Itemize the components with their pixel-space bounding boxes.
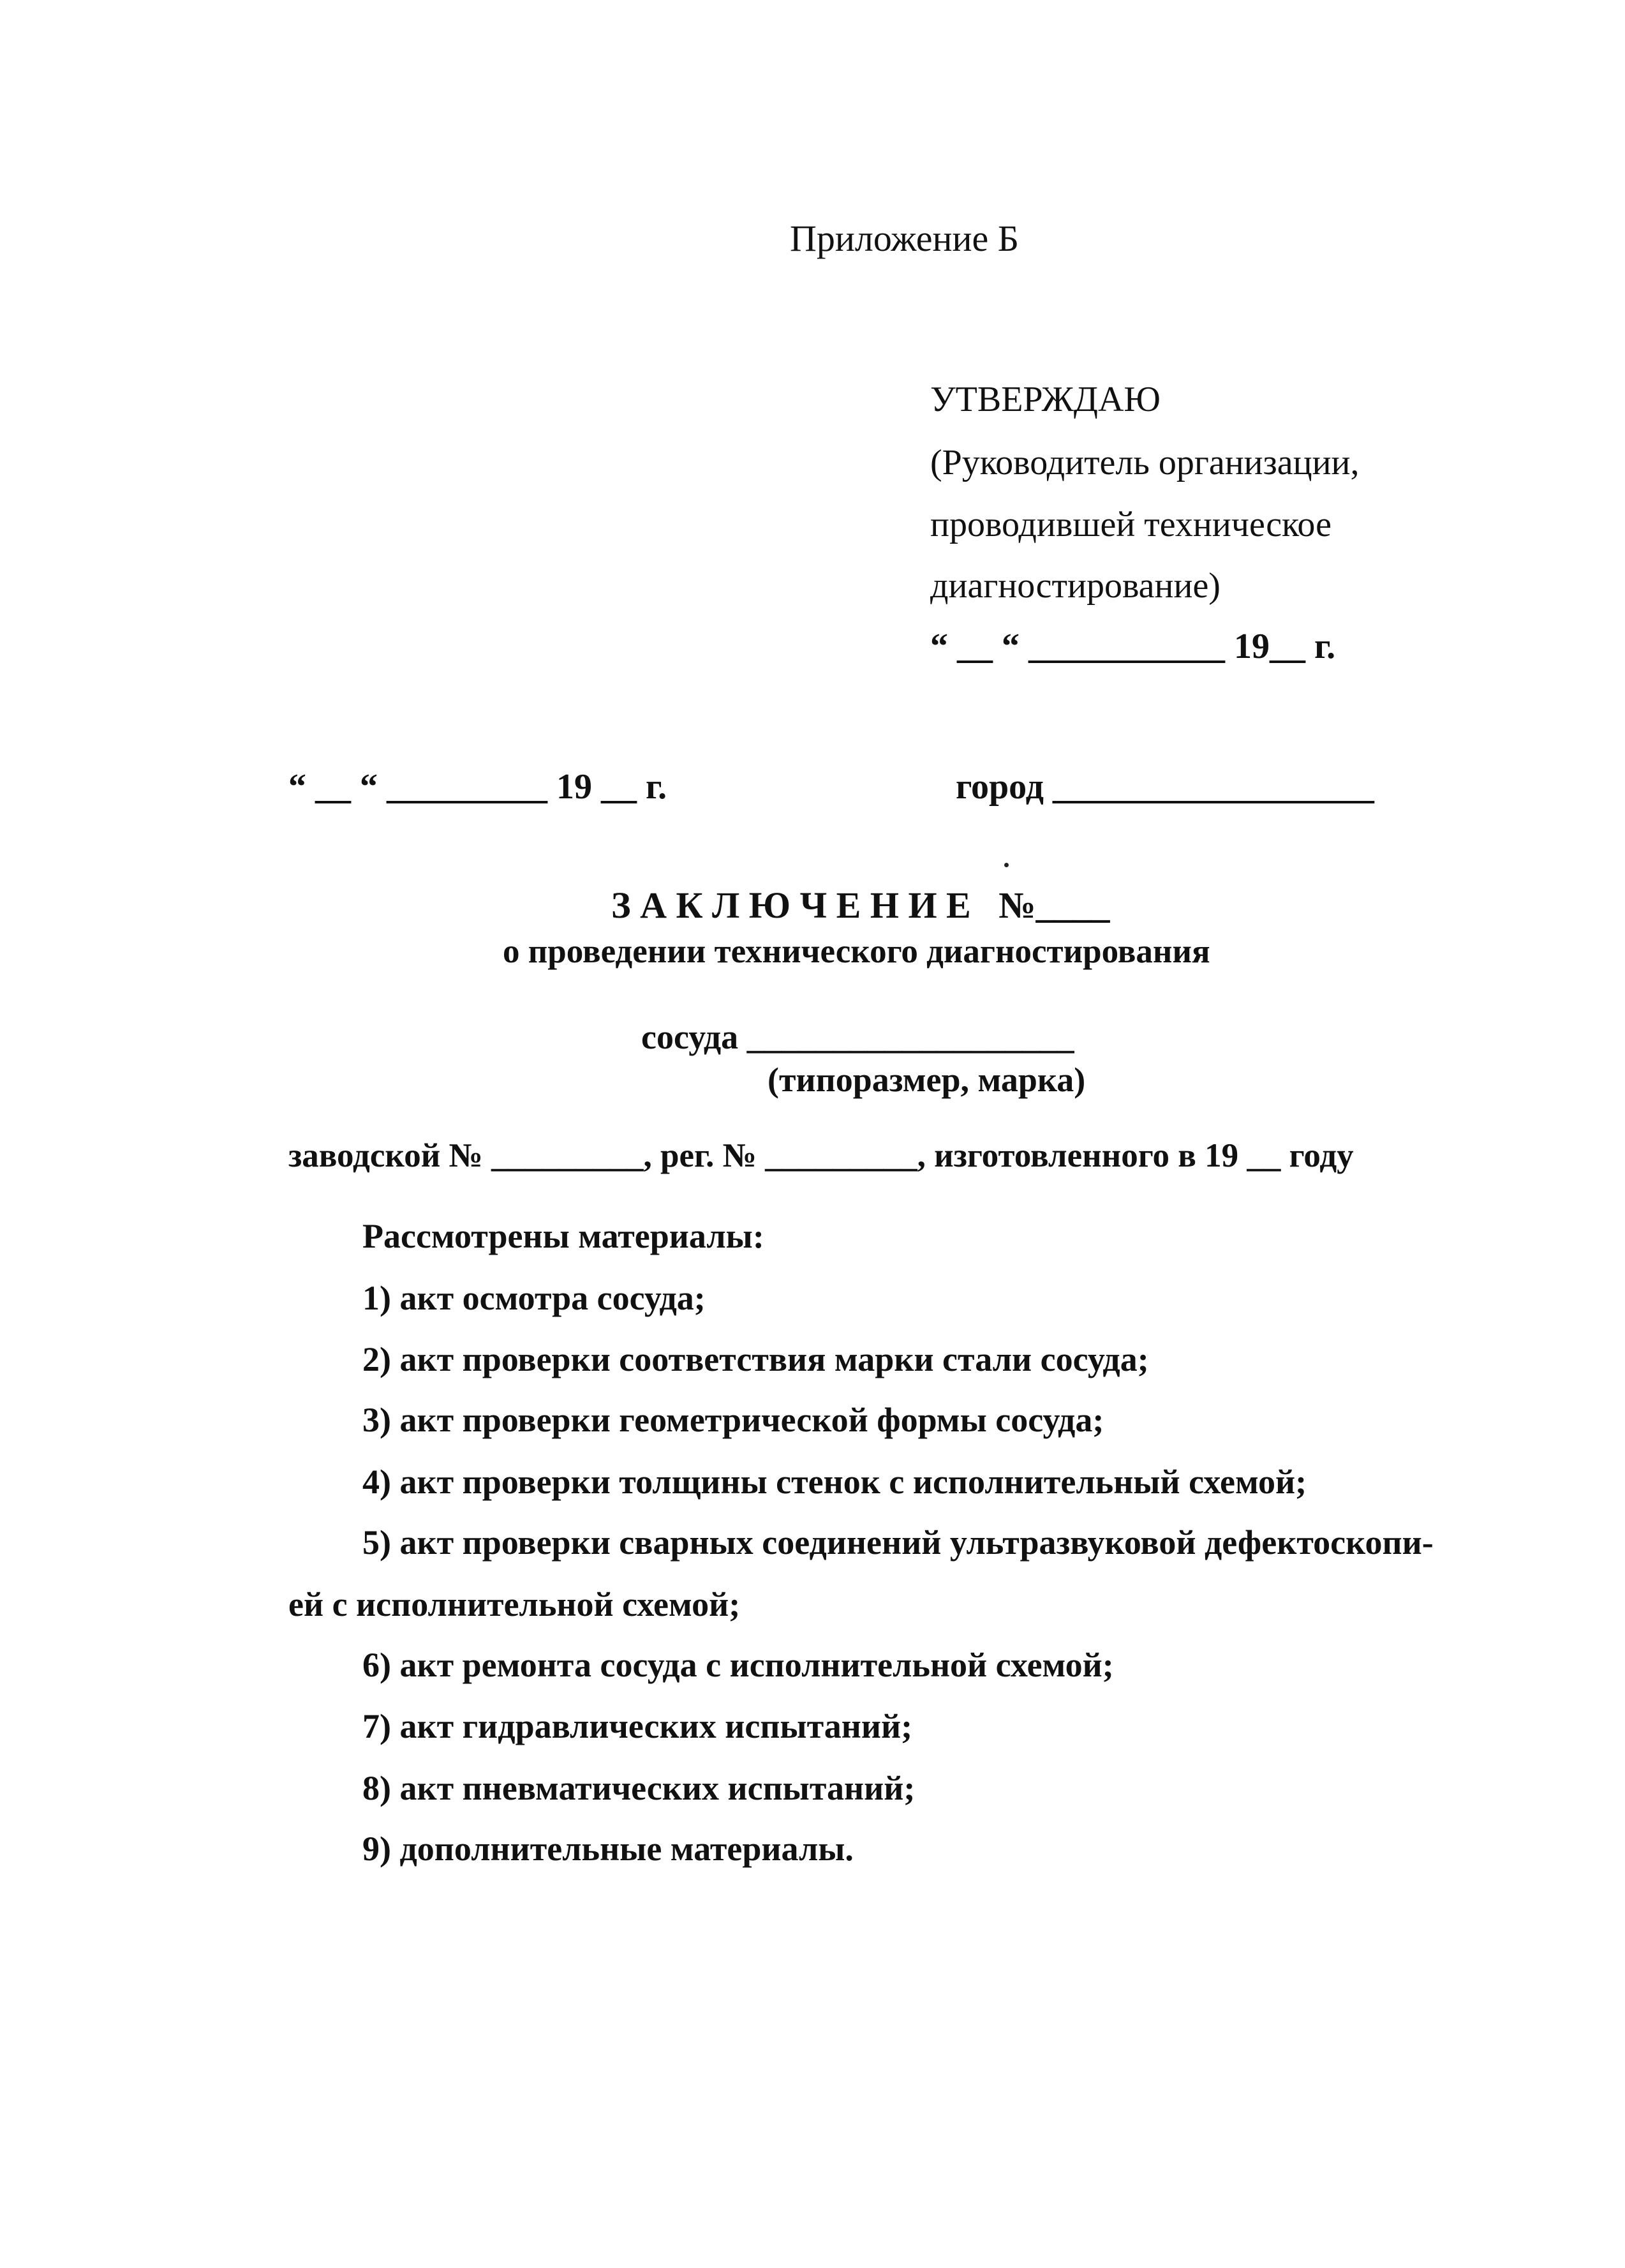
approval-line-2: проводившей техническое	[930, 505, 1332, 544]
scan-speck	[1004, 863, 1009, 867]
material-item-4: 4) акт проверки толщины стенок с исполнительный схемой;	[362, 1463, 1307, 1501]
material-item-9: 9) дополнительные материалы.	[362, 1830, 854, 1868]
material-item-5: 5) акт проверки сварных соединений ультразвуковой дефектоскопи-	[362, 1523, 1434, 1562]
document-date: “ __ “ _________ 19 __ г.	[288, 767, 667, 807]
approval-line-3: диагностирование)	[930, 566, 1221, 606]
document-subtitle: о проведении технического диагностирования	[503, 933, 1210, 970]
material-item-3: 3) акт проверки геометрической формы сосуда;	[362, 1401, 1104, 1439]
appendix-label: Приложение Б	[790, 218, 1020, 259]
material-item-6: 6) акт ремонта сосуда с исполнительной схемой;	[362, 1646, 1114, 1684]
material-item-2: 2) акт проверки соответствия марки стали сосуда;	[362, 1340, 1149, 1378]
materials-heading: Рассмотрены материалы:	[362, 1217, 764, 1255]
approval-date: “ __ “ ___________ 19__ г.	[930, 627, 1336, 666]
approval-heading: УТВЕРЖДАЮ	[930, 380, 1161, 419]
material-item-7: 7) акт гидравлических испытаний;	[362, 1707, 913, 1745]
city-field: город __________________	[956, 767, 1374, 807]
approval-line-1: (Руководитель организации,	[930, 443, 1360, 482]
document-title: З А К Л Ю Ч Е Н И Е №____	[611, 884, 1110, 926]
material-item-5-continued: ей с исполнительной схемой;	[288, 1585, 741, 1623]
vessel-line: сосуда ___________________	[641, 1018, 1074, 1056]
material-item-8: 8) акт пневматических испытаний;	[362, 1769, 916, 1807]
serial-line: заводской № _________, рег. № _________, изготовленного в 19 __ году	[288, 1137, 1354, 1174]
vessel-caption: (типоразмер, марка)	[768, 1061, 1086, 1099]
material-item-1: 1) акт осмотра сосуда;	[362, 1279, 706, 1317]
